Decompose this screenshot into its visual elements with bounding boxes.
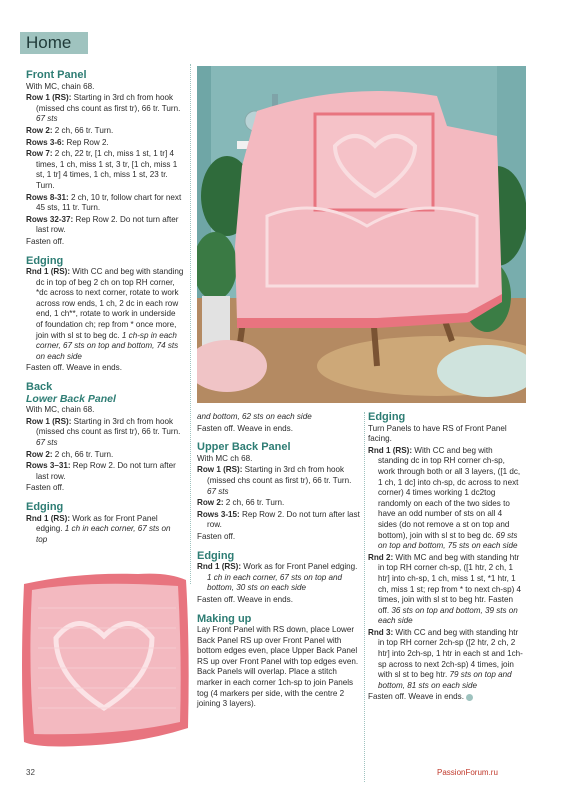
end-text: Fasten off. Weave in ends. <box>368 692 464 702</box>
chair-blanket-photo <box>197 66 526 403</box>
stitch-count: 67 sts <box>207 486 229 496</box>
back-row-1 <box>26 417 184 449</box>
column-3 <box>368 412 523 704</box>
front-panel-rows-3-6 <box>26 138 184 149</box>
row-text: Rep Row 2. Do not turn after last row. <box>36 214 179 235</box>
end-mark-icon <box>466 694 473 701</box>
row-label: Rows 32-37: <box>26 214 74 224</box>
row-text: Rep Row 2. Do not turn after last row. <box>207 509 360 530</box>
row-label: Row 2: <box>197 498 224 508</box>
stitch-count: and bottom, 62 sts on each side <box>197 412 312 421</box>
back-fasten: Fasten off. <box>26 483 65 493</box>
edging-fasten: Fasten off. Weave in ends. <box>26 363 122 373</box>
stitch-count: 69 sts on top and bottom, 75 sts on each side <box>378 530 518 551</box>
front-panel-fasten: Fasten off. <box>26 236 65 246</box>
row-label: Rnd 1 (RS): <box>26 267 71 277</box>
stitch-count: 67 sts <box>36 114 58 124</box>
edging-fasten: Fasten off. Weave in ends. <box>197 423 293 433</box>
row-text: Starting in 3rd ch from hook (missed chs count as first tr), 66 tr. Turn. <box>36 416 181 437</box>
making-up-heading: Making up <box>197 612 252 625</box>
stitch-count: 67 sts <box>36 438 58 447</box>
row-text: With MC and beg with standing htr in top RH corner ch-sp, ([1 htr, 2 ch, 1 htr] into ch-sp, 1 ch, miss 1 st, *1 htr, 1 ch, miss 1 st; rep from * to next ch-sp) 4 times, join with sl st to beg htr. Fasten off. <box>378 552 522 615</box>
row-text: Rep Row 2. Do not turn after last row. <box>36 461 176 481</box>
stitch-count: 1 ch in each corner, 67 sts on top and bottom, 30 sts on each side <box>207 572 342 593</box>
row-label: Rows 3–31: <box>26 461 71 471</box>
row-label: Row 1 (RS): <box>26 416 72 426</box>
upper-fasten: Fasten off. <box>197 531 236 541</box>
stitch-count: 79 sts on top and bottom, 81 sts on each side <box>378 670 512 690</box>
making-up-text: Lay Front Panel with RS down, place Lower Back Panel RS up over Front Panel with bottom edges even, place Upper Back Panel RS up over Front Panel with top edges even. Back Panels will overlap. Place a stitch marker in each corner 1ch-sp to join Panels tog (4 markers per side, with the centre 2 joining 3 layers). <box>197 625 359 709</box>
row-text: 2 ch, 66 tr. Turn. <box>52 449 114 459</box>
row-label: Rows 3-6: <box>26 137 65 147</box>
row-text: 2 ch, 66 tr. Turn. <box>223 498 285 508</box>
back-row-2 <box>26 450 184 461</box>
row-text: Work as for Front Panel edging. <box>36 513 158 534</box>
column-1 <box>26 70 184 546</box>
edging-4-intro: Turn Panels to have RS of Front Panel facing. <box>368 423 507 444</box>
row-text: 2 ch, 22 tr, [1 ch, miss 1 st, 1 tr] 4 times, 1 ch, miss 1 st, 3 tr, [1 ch, miss 1 st, 1 tr] 4 times, 1 ch, miss 1 st, 23 tr. Turn. <box>36 149 178 190</box>
upper-row-1 <box>197 465 360 497</box>
edging-2-rnd-1 <box>26 514 184 546</box>
column-divider <box>364 412 366 782</box>
cushion-photo <box>18 568 192 756</box>
row-text: Starting in 3rd ch from hook (missed chs count as first tr), 66 tr. Turn. <box>36 93 181 113</box>
front-panel-row-2 <box>26 126 184 137</box>
stitch-count: 1 ch in each corner, 67 sts on top <box>36 524 171 544</box>
upper-row-2 <box>197 498 360 509</box>
row-label: Rnd 1 (RS): <box>197 562 242 572</box>
edging-3-rnd-1 <box>197 562 360 594</box>
stitch-count: 36 sts on top and bottom, 39 sts on each side <box>378 605 518 626</box>
upper-rows-3-15 <box>197 510 360 531</box>
back-line: With MC, chain 68. <box>26 405 95 415</box>
front-panel-line: With MC, chain 68. <box>26 81 95 91</box>
row-label: Rnd 1 (RS): <box>26 513 71 523</box>
edging-heading-3: Edging <box>197 549 235 562</box>
edging-heading-2: Edging <box>26 500 64 513</box>
edging-4-rnd-1 <box>368 446 523 552</box>
row-text: With CC and beg with standing dc in top of beg 2 ch on top RH corner, *dc across to next corner, rotate to work across row ends, 1 ch, 2 dc in each row end, 1 ch**, rotate to work in underside of foundation ch; rep from * once more, join with sl st to beg dc. <box>36 267 184 340</box>
front-panel-heading: Front Panel <box>26 69 87 81</box>
row-text: With CC and beg with standing dc in top RH corner ch-sp, work through both or all 3 layers, ([1 dc, 1 ch, 1 dc] into ch-sp, dc across to next corner) 4 times working 1 dc2tog randomly on each of the two sides to have an odd number of sts on all 4 sides (do not remove a st on top and bottom), join with sl st to beg dc. <box>378 445 521 540</box>
front-panel-row-1 <box>26 93 184 125</box>
row-label: Rows 3-15: <box>197 509 240 519</box>
back-heading: Back <box>26 381 53 394</box>
section-tab: Home <box>20 32 88 54</box>
column-divider <box>190 64 192 584</box>
row-label: Row 7: <box>26 149 53 159</box>
photo-illustration <box>197 66 526 403</box>
row-label: Rnd 1 (RS): <box>368 445 413 455</box>
cushion-illustration <box>18 568 192 756</box>
row-text: With CC and beg with standing htr in top RH corner 2ch-sp ([2 htr, 2 ch, 2 htr] into 2ch-sp, 1 htr in each st and 1ch-sp across to next 2ch-sp) 4 times, join with sl st to beg htr. <box>378 627 523 680</box>
edging-4-rnd-3 <box>368 628 523 692</box>
front-panel-rows-8-31 <box>26 193 184 214</box>
upper-back-panel-heading: Upper Back Panel <box>197 441 291 454</box>
front-panel-row-7 <box>26 149 184 191</box>
row-label: Rows 8-31: <box>26 192 69 202</box>
edging-3-fasten: Fasten off. Weave in ends. <box>197 594 293 604</box>
row-label: Row 2: <box>26 449 53 459</box>
edging-4-fasten <box>368 692 523 703</box>
row-label: Rnd 3: <box>368 627 394 637</box>
row-text: 2 ch, 66 tr. Turn. <box>52 125 114 135</box>
row-text: Work as for Front Panel edging. <box>241 562 358 572</box>
column-2 <box>197 412 360 711</box>
upper-line: With MC ch 68. <box>197 453 253 463</box>
row-label: Rnd 2: <box>368 552 394 562</box>
edging-continued <box>197 412 360 423</box>
row-label: Row 1 (RS): <box>197 465 243 475</box>
front-panel-rows-32-37 <box>26 215 184 236</box>
back-rows-3-31 <box>26 461 184 482</box>
row-label: Row 2: <box>26 125 53 135</box>
row-text: Starting in 3rd ch from hook (missed chs count as first tr), 66 tr. Turn. <box>207 465 352 485</box>
page-number: 32 <box>26 768 35 777</box>
lower-back-panel-heading: Lower Back Panel <box>26 392 116 405</box>
site-credit: PassionForum.ru <box>437 768 498 777</box>
edging-rnd-1 <box>26 267 184 362</box>
row-label: Row 1 (RS): <box>26 93 72 103</box>
row-text: 2 ch, 10 tr, follow chart for next 45 sts, 11 tr. Turn. <box>36 192 182 213</box>
edging-4-rnd-2 <box>368 553 523 627</box>
row-text: Rep Row 2. <box>64 137 109 147</box>
edging-heading-4: Edging <box>368 411 406 423</box>
edging-heading: Edging <box>26 254 64 267</box>
stitch-count: 1 ch-sp in each corner, 67 sts on top and bottom, 74 sts on each side <box>36 330 179 361</box>
